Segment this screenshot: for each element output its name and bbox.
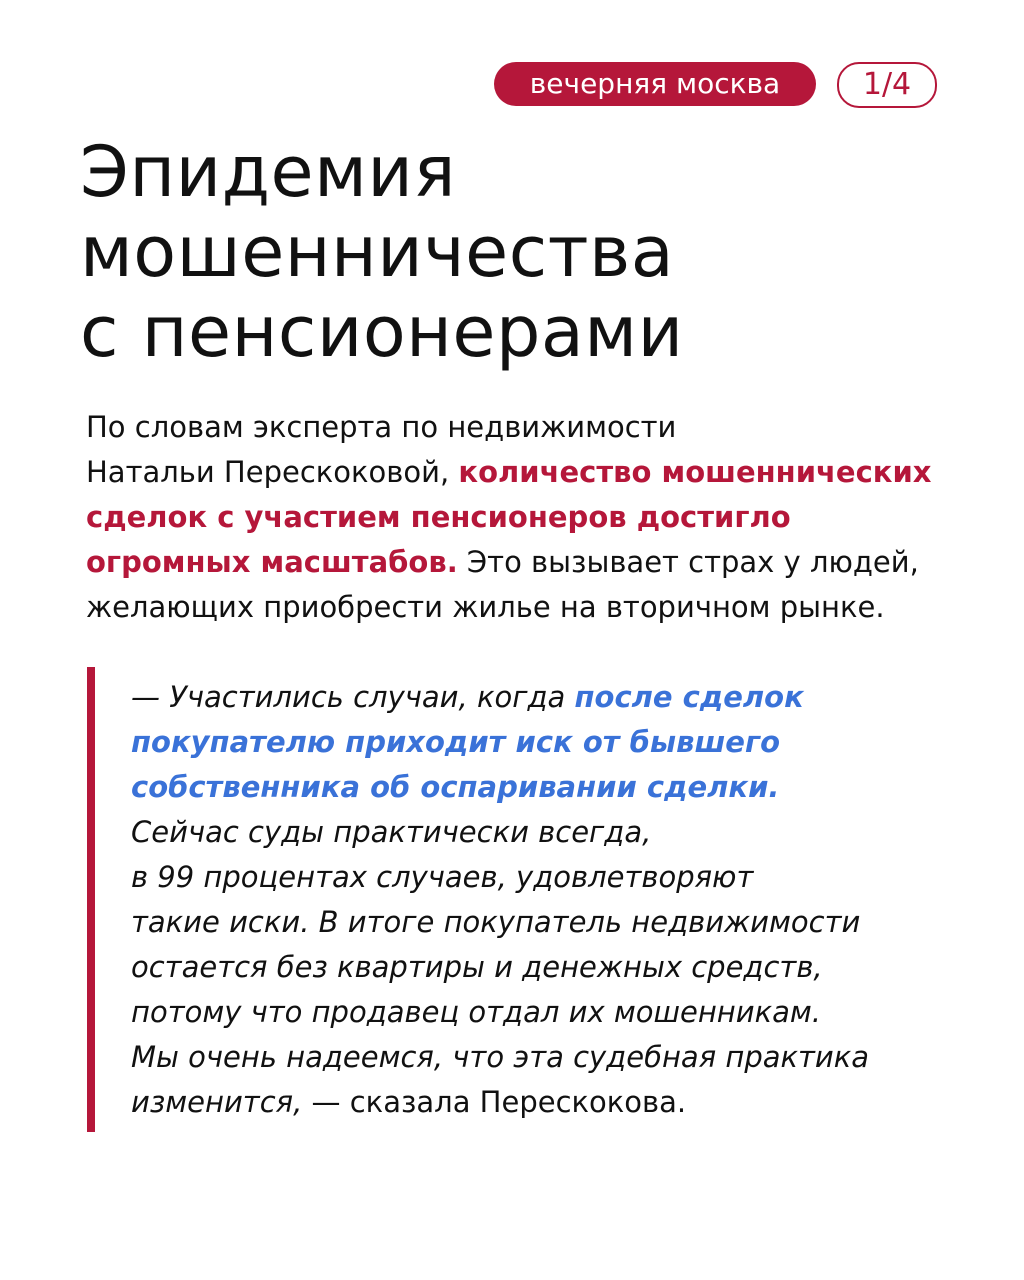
quote-text: изменится, — [131, 1085, 303, 1119]
lead-paragraph — [86, 405, 932, 630]
lead-highlight: количество мошеннических — [458, 455, 932, 489]
page-title — [80, 132, 684, 372]
quote-text: Мы очень надеемся, что эта судебная практика — [131, 1040, 870, 1074]
brand-badge: вечерняя москва — [494, 62, 816, 106]
quote-bar — [87, 667, 95, 1132]
quote-highlight: покупателю приходит иск от бывшего — [131, 725, 781, 759]
quote-highlight: после сделок — [574, 680, 804, 714]
quote-text: — Участились случаи, когда — [131, 680, 575, 714]
lead-highlight: огромных масштабов. — [86, 545, 458, 579]
quote-text: Сейчас суды практически всегда, — [131, 815, 652, 849]
quote-attribution: — сказала Перескокова. — [302, 1085, 687, 1119]
title-line: с пенсионерами — [80, 291, 684, 373]
quote-highlight: собственника об оспаривании сделки. — [131, 770, 780, 804]
lead-highlight: сделок с участием пенсионеров достигло — [86, 500, 791, 534]
quote-text: потому что продавец отдал их мошенникам. — [131, 995, 821, 1029]
title-line: мошенничества — [80, 211, 675, 293]
lead-text: Натальи Перескоковой, — [86, 455, 459, 489]
quote-text: остается без квартиры и денежных средств, — [131, 950, 823, 984]
quote-text: такие иски. В итоге покупатель недвижимости — [131, 905, 861, 939]
lead-text: желающих приобрести жилье на вторичном рынке. — [86, 590, 885, 624]
lead-text: По словам эксперта по недвижимости — [86, 410, 677, 444]
page-indicator: 1/4 — [837, 62, 937, 108]
quote-text: в 99 процентах случаев, удовлетворяют — [131, 860, 754, 894]
quote-block — [131, 675, 869, 1125]
lead-text: Это вызывает страх у людей, — [457, 545, 919, 579]
title-line: Эпидемия — [80, 131, 457, 213]
